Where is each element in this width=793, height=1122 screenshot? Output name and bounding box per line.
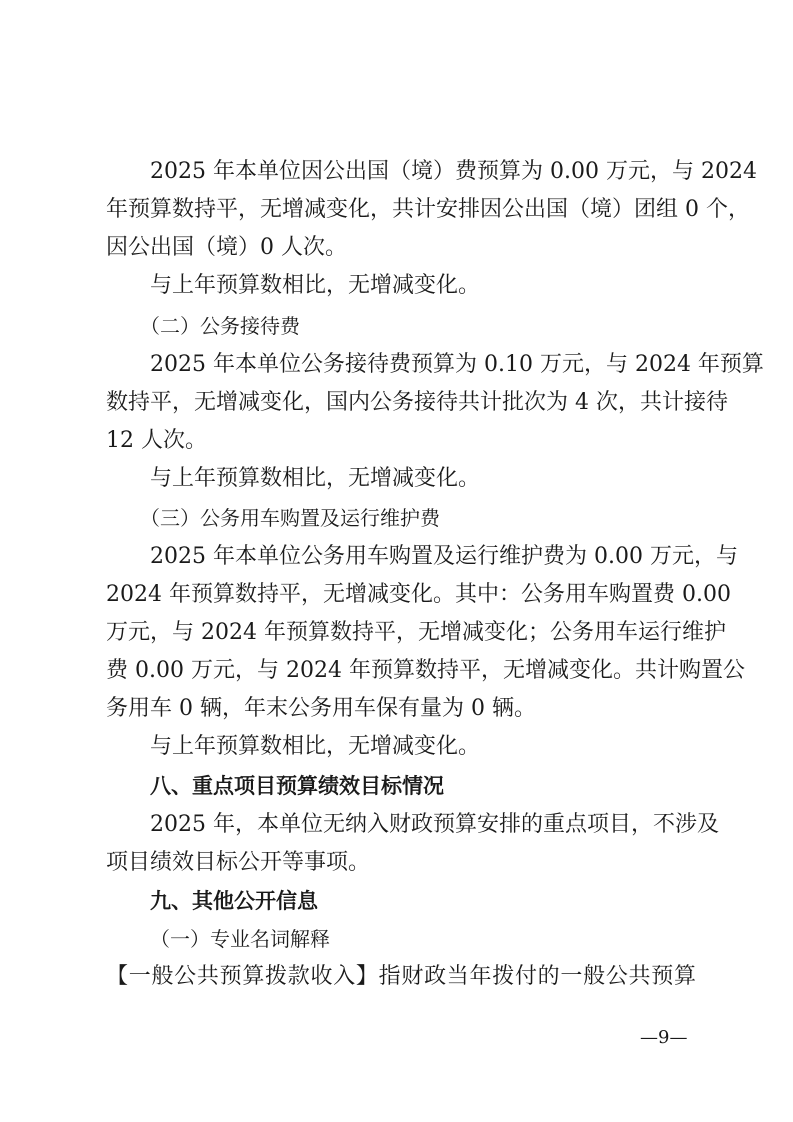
- paragraph-line: 万元，与 2024 年预算数持平，无增减变化；公务用车运行维护: [106, 620, 726, 645]
- paragraph-line: 12 人次。: [106, 428, 207, 453]
- paragraph-line: 费 0.00 万元，与 2024 年预算数持平，无增减变化。共计购置公: [106, 658, 745, 683]
- subsection-heading: （一）专业名词解释: [150, 927, 330, 951]
- page-number: —9—: [640, 1027, 688, 1048]
- paragraph-line: 务用车 0 辆，年末公务用车保有量为 0 辆。: [106, 696, 536, 721]
- section-heading: 八、重点项目预算绩效目标情况: [150, 774, 444, 798]
- paragraph-line: 2025 年本单位公务用车购置及运行维护费为 0.00 万元，与: [150, 544, 738, 569]
- paragraph-line: 因公出国（境）0 人次。: [106, 235, 347, 260]
- paragraph-line: 2024 年预算数持平，无增减变化。其中：公务用车购置费 0.00: [106, 582, 731, 607]
- subsection-heading: （二）公务接待费: [140, 314, 300, 338]
- paragraph-line: 与上年预算数相比，无增减变化。: [150, 273, 481, 298]
- paragraph-line: 数持平，无增减变化，国内公务接待共计批次为 4 次，共计接待: [106, 390, 728, 415]
- paragraph-line: 与上年预算数相比，无增减变化。: [150, 466, 481, 491]
- subsection-heading: （三）公务用车购置及运行维护费: [140, 506, 440, 530]
- paragraph-line: 2025 年本单位因公出国（境）费预算为 0.00 万元，与 2024: [150, 159, 757, 184]
- paragraph-line: 2025 年本单位公务接待费预算为 0.10 万元，与 2024 年预算: [150, 352, 764, 377]
- section-heading: 九、其他公开信息: [150, 889, 318, 913]
- paragraph-line: 2025 年，本单位无纳入财政预算安排的重点项目，不涉及: [150, 812, 719, 837]
- paragraph-line: 与上年预算数相比，无增减变化。: [150, 734, 481, 759]
- paragraph-line: 项目绩效目标公开等事项。: [106, 850, 371, 875]
- paragraph-line: 年预算数持平，无增减变化，共计安排因公出国（境）团组 0 个，: [106, 197, 750, 222]
- paragraph-line: 【一般公共预算拨款收入】指财政当年拨付的一般公共预算: [106, 964, 696, 989]
